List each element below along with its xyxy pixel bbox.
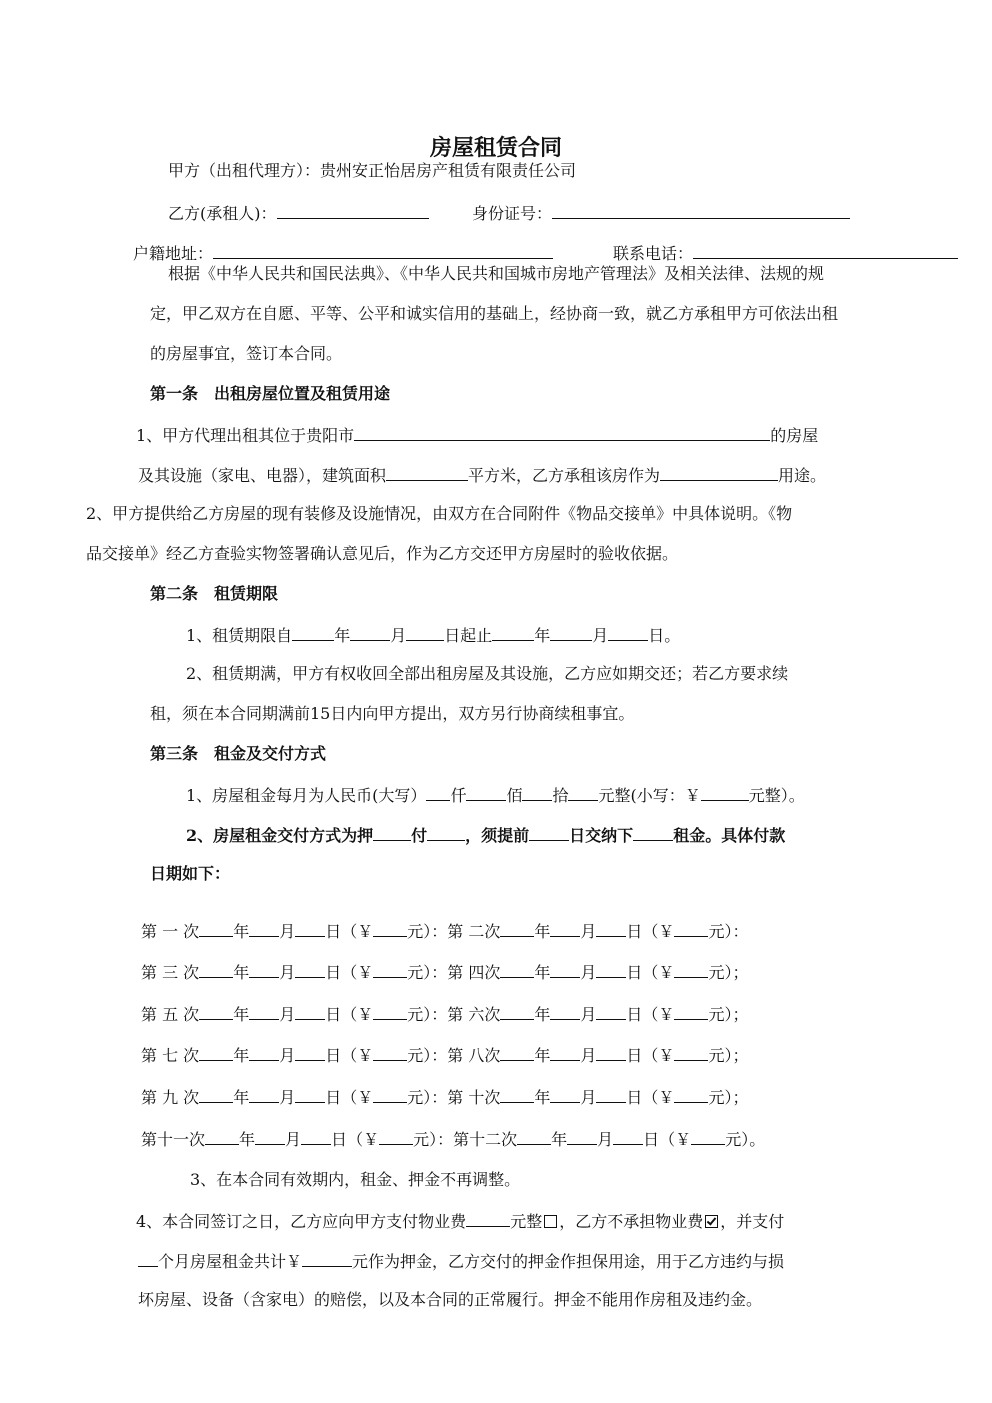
article-3-clause-2-cont: 日期如下： xyxy=(150,864,231,883)
right-day-blank[interactable] xyxy=(596,1088,626,1103)
right-amount-blank[interactable] xyxy=(674,1088,708,1103)
payment-ordinal: 第十二次 xyxy=(453,1130,518,1149)
right-amount-blank[interactable] xyxy=(674,963,708,978)
text: ，须提前 xyxy=(465,826,530,845)
text: 2、房屋租金交付方式为押 xyxy=(186,826,374,845)
end-day-blank[interactable] xyxy=(608,626,648,641)
text: 个月房屋租金共计￥ xyxy=(158,1252,303,1271)
row-end-punct: ； xyxy=(732,1088,749,1107)
day-text: 日 xyxy=(325,922,342,941)
article-1-clause-2: 2、甲方提供给乙方房屋的现有装修及设施情况，由双方在合同附件《物品交接单》中具体说明。《物 xyxy=(86,504,793,523)
article-3-clause-4 xyxy=(136,1212,784,1230)
year-text: 年 xyxy=(233,1005,250,1024)
right-amount-blank[interactable] xyxy=(674,1005,708,1020)
day-text: 日 xyxy=(626,1046,643,1065)
row-end-punct: 。 xyxy=(749,1130,766,1149)
id-number-line xyxy=(472,204,850,222)
text: 元整）。 xyxy=(748,786,805,805)
text: 仟 xyxy=(450,786,467,805)
yen-open-text: （￥ xyxy=(341,922,374,941)
day-text: 日 xyxy=(325,1046,342,1065)
article-2-clause-2: 2、租赁期满，甲方有权收回全部出租房屋及其设施，乙方应如期交还；若乙方要求续 xyxy=(186,664,789,683)
left-day-blank[interactable] xyxy=(301,1130,331,1145)
id-number-blank[interactable] xyxy=(552,204,850,219)
left-amount-blank[interactable] xyxy=(379,1130,413,1145)
row-end-punct: ； xyxy=(732,963,749,982)
left-day-blank[interactable] xyxy=(295,1088,325,1103)
schedule-row xyxy=(141,1088,748,1106)
yuan-blank[interactable] xyxy=(568,786,598,801)
text: 的房屋 xyxy=(770,426,819,445)
id-number-label: 身份证号： xyxy=(472,204,553,223)
schedule-row xyxy=(141,1005,748,1023)
article-3-clause-4-cont-2: 坏房屋、设备（含家电）的赔偿，以及本合同的正常履行。押金不能用作房租及违约金。 xyxy=(138,1290,763,1309)
year-text: 年 xyxy=(534,1005,551,1024)
right-year-blank[interactable] xyxy=(517,1130,551,1145)
yuan-close-text: 元） xyxy=(407,1046,432,1065)
left-month-blank[interactable] xyxy=(249,922,279,937)
day-text: 日 xyxy=(626,1005,643,1024)
yuan-close-text: 元） xyxy=(725,1130,750,1149)
payment-ordinal: 第 二次 xyxy=(447,922,501,941)
month-text: 月 xyxy=(580,1005,597,1024)
day-text: 日 xyxy=(626,922,643,941)
yen-open-text: （￥ xyxy=(642,1005,675,1024)
article-2-heading: 第二条 租赁期限 xyxy=(150,584,279,603)
text: 月 xyxy=(390,626,407,645)
yen-open-text: （￥ xyxy=(341,963,374,982)
year-text: 年 xyxy=(534,1046,551,1065)
left-month-blank[interactable] xyxy=(255,1130,285,1145)
right-amount-blank[interactable] xyxy=(674,922,708,937)
year-text: 年 xyxy=(233,922,250,941)
month-text: 月 xyxy=(597,1130,614,1149)
yen-open-text: （￥ xyxy=(341,1088,374,1107)
text: ，乙方不承担物业费 xyxy=(559,1212,704,1231)
payment-ordinal: 第 五 次 xyxy=(141,1005,200,1024)
payment-ordinal: 第 四次 xyxy=(447,963,501,982)
address-label: 户籍地址： xyxy=(133,244,214,263)
text: 及其设施（家电、电器），建筑面积 xyxy=(138,466,387,485)
year-text: 年 xyxy=(534,963,551,982)
party-a-line: 甲方（出租代理方）：贵州安正怡居房产租赁有限责任公司 xyxy=(168,161,577,180)
article-3-clause-2 xyxy=(186,826,785,844)
month-text: 月 xyxy=(580,922,597,941)
right-month-blank[interactable] xyxy=(550,1005,580,1020)
rent-amount-blank[interactable] xyxy=(701,786,749,801)
left-year-blank[interactable] xyxy=(205,1130,239,1145)
separator: ： xyxy=(437,1130,454,1149)
payment-ordinal: 第 十次 xyxy=(447,1088,501,1107)
yen-open-text: （￥ xyxy=(341,1005,374,1024)
payment-ordinal: 第 三 次 xyxy=(141,963,200,982)
text: 元整(小写：￥ xyxy=(598,786,701,805)
text: 佰 xyxy=(506,786,523,805)
left-year-blank[interactable] xyxy=(199,1088,233,1103)
text: 平方米，乙方承租该房作为 xyxy=(468,466,661,485)
text: 年 xyxy=(534,626,551,645)
day-text: 日 xyxy=(325,963,342,982)
text: ，并支付 xyxy=(720,1212,785,1231)
month-text: 月 xyxy=(580,1046,597,1065)
no-property-fee-checkbox[interactable] xyxy=(705,1215,718,1228)
qian-blank[interactable] xyxy=(426,786,450,801)
period-blank[interactable] xyxy=(633,826,673,841)
bai-blank[interactable] xyxy=(466,786,506,801)
address-blank[interactable] xyxy=(213,244,553,259)
payment-ordinal: 第 七 次 xyxy=(141,1046,200,1065)
right-year-blank[interactable] xyxy=(500,1088,534,1103)
shi-blank[interactable] xyxy=(522,786,552,801)
party-b-label: 乙方(承租人)： xyxy=(168,204,277,223)
property-fee-blank[interactable] xyxy=(466,1212,510,1227)
advance-days-blank[interactable] xyxy=(529,826,569,841)
row-end-punct: ； xyxy=(732,1046,749,1065)
yen-open-text: （￥ xyxy=(642,1088,675,1107)
yen-open-text: （￥ xyxy=(642,922,675,941)
party-b-blank[interactable] xyxy=(277,204,429,219)
left-month-blank[interactable] xyxy=(249,1088,279,1103)
start-day-blank[interactable] xyxy=(406,626,444,641)
right-month-blank[interactable] xyxy=(567,1130,597,1145)
year-text: 年 xyxy=(233,1046,250,1065)
payment-ordinal: 第 八次 xyxy=(447,1046,501,1065)
yuan-close-text: 元） xyxy=(407,922,432,941)
text: 年 xyxy=(334,626,351,645)
yuan-close-text: 元） xyxy=(407,1088,432,1107)
article-3-clause-4-cont xyxy=(138,1252,784,1270)
contract-title: 房屋租赁合同 xyxy=(429,135,562,161)
schedule-row xyxy=(141,1130,765,1148)
text: 日起止 xyxy=(444,626,493,645)
yen-open-text: （￥ xyxy=(341,1046,374,1065)
day-text: 日 xyxy=(331,1130,348,1149)
yen-open-text: （￥ xyxy=(659,1130,692,1149)
text: 1、房屋租金每月为人民币(大写） xyxy=(186,786,427,805)
yen-open-text: （￥ xyxy=(347,1130,380,1149)
left-year-blank[interactable] xyxy=(199,922,233,937)
text: 元作为押金，乙方交付的押金作担保用途，用于乙方违约与损 xyxy=(352,1252,785,1271)
article-2-clause-2-cont: 租，须在本合同期满前15日内向甲方提出，双方另行协商续租事宜。 xyxy=(150,704,635,723)
right-day-blank[interactable] xyxy=(613,1130,643,1145)
left-amount-blank[interactable] xyxy=(373,1005,407,1020)
left-day-blank[interactable] xyxy=(295,922,325,937)
text: 用途。 xyxy=(778,466,827,485)
deposit-months-blank[interactable] xyxy=(373,826,411,841)
end-year-blank[interactable] xyxy=(492,626,534,641)
left-amount-blank[interactable] xyxy=(373,922,407,937)
phone-blank[interactable] xyxy=(693,244,958,259)
yen-open-text: （￥ xyxy=(642,1046,675,1065)
day-text: 日 xyxy=(325,1005,342,1024)
text: 租金。具体付款 xyxy=(673,826,786,845)
row-end-punct: ： xyxy=(732,922,749,941)
intro-line-2: 定，甲乙双方在自愿、平等、公平和诚实信用的基础上，经协商一致，就乙方承租甲方可依法出租 xyxy=(150,304,839,323)
right-month-blank[interactable] xyxy=(550,1046,580,1061)
text: 元整 xyxy=(510,1212,543,1231)
yuan-close-text: 元） xyxy=(708,922,733,941)
article-3-clause-3: 3、在本合同有效期内，租金、押金不再调整。 xyxy=(190,1170,521,1189)
year-text: 年 xyxy=(551,1130,568,1149)
article-1-clause-2-cont: 品交接单》经乙方查验实物签署确认意见后，作为乙方交还甲方房屋时的验收依据。 xyxy=(86,544,679,563)
usage-blank[interactable] xyxy=(660,466,778,481)
day-text: 日 xyxy=(325,1088,342,1107)
text: 4、本合同签订之日，乙方应向甲方支付物业费 xyxy=(136,1212,467,1231)
schedule-row xyxy=(141,963,748,981)
right-year-blank[interactable] xyxy=(500,1046,534,1061)
yuan-close-text: 元） xyxy=(708,1005,733,1024)
month-text: 月 xyxy=(279,922,296,941)
article-3-heading: 第三条 租金及交付方式 xyxy=(150,744,327,763)
month-text: 月 xyxy=(279,1046,296,1065)
yuan-close-text: 元） xyxy=(708,1046,733,1065)
yen-open-text: （￥ xyxy=(642,963,675,982)
schedule-row xyxy=(141,1046,748,1064)
deposit-amount-blank[interactable] xyxy=(302,1252,352,1267)
year-text: 年 xyxy=(239,1130,256,1149)
month-text: 月 xyxy=(285,1130,302,1149)
intro-line-1: 根据《中华人民共和国民法典》、《中华人民共和国城市房地产管理法》及相关法律、法规的规 xyxy=(168,264,825,283)
end-month-blank[interactable] xyxy=(550,626,592,641)
day-text: 日 xyxy=(626,1088,643,1107)
right-month-blank[interactable] xyxy=(550,963,580,978)
year-text: 年 xyxy=(534,922,551,941)
article-2-clause-1 xyxy=(186,626,680,644)
article-1-clause-1 xyxy=(136,426,818,444)
text: 付 xyxy=(411,826,428,845)
right-year-blank[interactable] xyxy=(500,963,534,978)
article-1-heading: 第一条 出租房屋位置及租赁用途 xyxy=(150,384,391,403)
right-day-blank[interactable] xyxy=(596,963,626,978)
party-b-line xyxy=(168,204,429,222)
left-month-blank[interactable] xyxy=(249,963,279,978)
area-blank[interactable] xyxy=(386,466,468,481)
separator: ： xyxy=(431,1046,448,1065)
right-amount-blank[interactable] xyxy=(691,1130,725,1145)
left-day-blank[interactable] xyxy=(295,1005,325,1020)
separator: ： xyxy=(431,922,448,941)
month-text: 月 xyxy=(580,1088,597,1107)
left-day-blank[interactable] xyxy=(295,1046,325,1061)
yuan-close-text: 元） xyxy=(407,1005,432,1024)
text: 1、甲方代理出租其位于贵阳市 xyxy=(136,426,355,445)
pay-months-blank[interactable] xyxy=(427,826,465,841)
deposit-month-count-blank[interactable] xyxy=(138,1252,158,1267)
right-year-blank[interactable] xyxy=(500,922,534,937)
pay-property-fee-checkbox[interactable] xyxy=(544,1215,557,1228)
text: 日交纳下 xyxy=(569,826,634,845)
schedule-row xyxy=(141,922,748,940)
intro-line-3: 的房屋事宜，签订本合同。 xyxy=(150,344,343,363)
month-text: 月 xyxy=(279,1088,296,1107)
text: 月 xyxy=(592,626,609,645)
location-blank[interactable] xyxy=(354,426,770,441)
right-day-blank[interactable] xyxy=(596,1046,626,1061)
right-month-blank[interactable] xyxy=(550,1088,580,1103)
left-month-blank[interactable] xyxy=(249,1005,279,1020)
payment-ordinal: 第十一次 xyxy=(141,1130,206,1149)
yuan-close-text: 元） xyxy=(413,1130,438,1149)
separator: ： xyxy=(431,1005,448,1024)
start-year-blank[interactable] xyxy=(292,626,334,641)
day-text: 日 xyxy=(626,963,643,982)
month-text: 月 xyxy=(580,963,597,982)
left-month-blank[interactable] xyxy=(249,1046,279,1061)
right-day-blank[interactable] xyxy=(596,1005,626,1020)
yuan-close-text: 元） xyxy=(708,963,733,982)
left-amount-blank[interactable] xyxy=(373,1088,407,1103)
separator: ： xyxy=(431,963,448,982)
phone-label: 联系电话： xyxy=(613,244,694,263)
left-year-blank[interactable] xyxy=(199,1046,233,1061)
article-3-clause-1 xyxy=(186,786,805,804)
yuan-close-text: 元） xyxy=(708,1088,733,1107)
start-month-blank[interactable] xyxy=(350,626,390,641)
row-end-punct: ； xyxy=(732,1005,749,1024)
text: 日。 xyxy=(648,626,681,645)
right-amount-blank[interactable] xyxy=(674,1046,708,1061)
month-text: 月 xyxy=(279,963,296,982)
payment-ordinal: 第 九 次 xyxy=(141,1088,200,1107)
phone-line xyxy=(613,244,958,262)
year-text: 年 xyxy=(534,1088,551,1107)
left-amount-blank[interactable] xyxy=(373,1046,407,1061)
separator: ： xyxy=(431,1088,448,1107)
left-year-blank[interactable] xyxy=(199,1005,233,1020)
left-amount-blank[interactable] xyxy=(373,963,407,978)
article-1-clause-1-cont xyxy=(138,466,826,484)
year-text: 年 xyxy=(233,1088,250,1107)
payment-ordinal: 第 一 次 xyxy=(141,922,200,941)
right-month-blank[interactable] xyxy=(550,922,580,937)
right-year-blank[interactable] xyxy=(500,1005,534,1020)
left-year-blank[interactable] xyxy=(199,963,233,978)
address-line xyxy=(133,244,553,262)
payment-ordinal: 第 六次 xyxy=(447,1005,501,1024)
month-text: 月 xyxy=(279,1005,296,1024)
text: 1、租赁期限自 xyxy=(186,626,293,645)
left-day-blank[interactable] xyxy=(295,963,325,978)
right-day-blank[interactable] xyxy=(596,922,626,937)
day-text: 日 xyxy=(643,1130,660,1149)
yuan-close-text: 元） xyxy=(407,963,432,982)
text: 拾 xyxy=(552,786,569,805)
year-text: 年 xyxy=(233,963,250,982)
